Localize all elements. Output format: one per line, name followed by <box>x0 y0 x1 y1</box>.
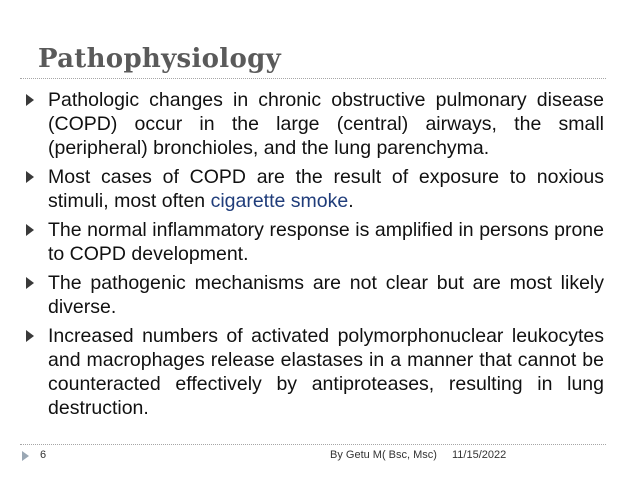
title-divider <box>20 78 606 79</box>
bullet-item <box>22 271 604 319</box>
bullet-item <box>22 218 604 266</box>
slide-title: Pathophysiology <box>38 44 282 74</box>
bullet-list <box>22 88 604 425</box>
cigarette-smoke-text: cigarette smoke <box>210 190 349 212</box>
page-number: 6 <box>40 449 47 461</box>
arrow-bullet-icon <box>26 330 34 342</box>
bullet-item <box>22 165 604 213</box>
bullet-text: Most cases of COPD are the result of exposure to noxious stimuli, most often <box>48 166 604 212</box>
bullet-item <box>22 324 604 420</box>
bullet-text-end: . <box>348 190 354 212</box>
bullet-text: The pathogenic mechanisms are not clear but are most likely diverse. <box>48 272 604 318</box>
bullet-item <box>22 88 604 160</box>
footer-date: 11/15/2022 <box>452 449 507 461</box>
footer-arrow-icon <box>22 451 29 461</box>
arrow-bullet-icon <box>26 277 34 289</box>
arrow-bullet-icon <box>26 94 34 106</box>
bullet-text: The normal inflammatory response is amplified in persons prone to COPD development. <box>48 219 604 265</box>
arrow-bullet-icon <box>26 171 34 183</box>
footer-author: By Getu M( Bsc, Msc) <box>330 449 437 461</box>
footer-divider <box>20 444 606 445</box>
bullet-text: Pathologic changes in chronic obstructive pulmonary disease (COPD) occur in the large (central) airways, the small (peripheral) bronchioles, and the lung parenchyma. <box>48 89 604 159</box>
bullet-text: Increased numbers of activated polymorphonuclear leukocytes and macrophages release elastases in a manner that cannot be counteracted effectively by antiproteases, resulting in lung destruction. <box>48 325 604 419</box>
arrow-bullet-icon <box>26 224 34 236</box>
